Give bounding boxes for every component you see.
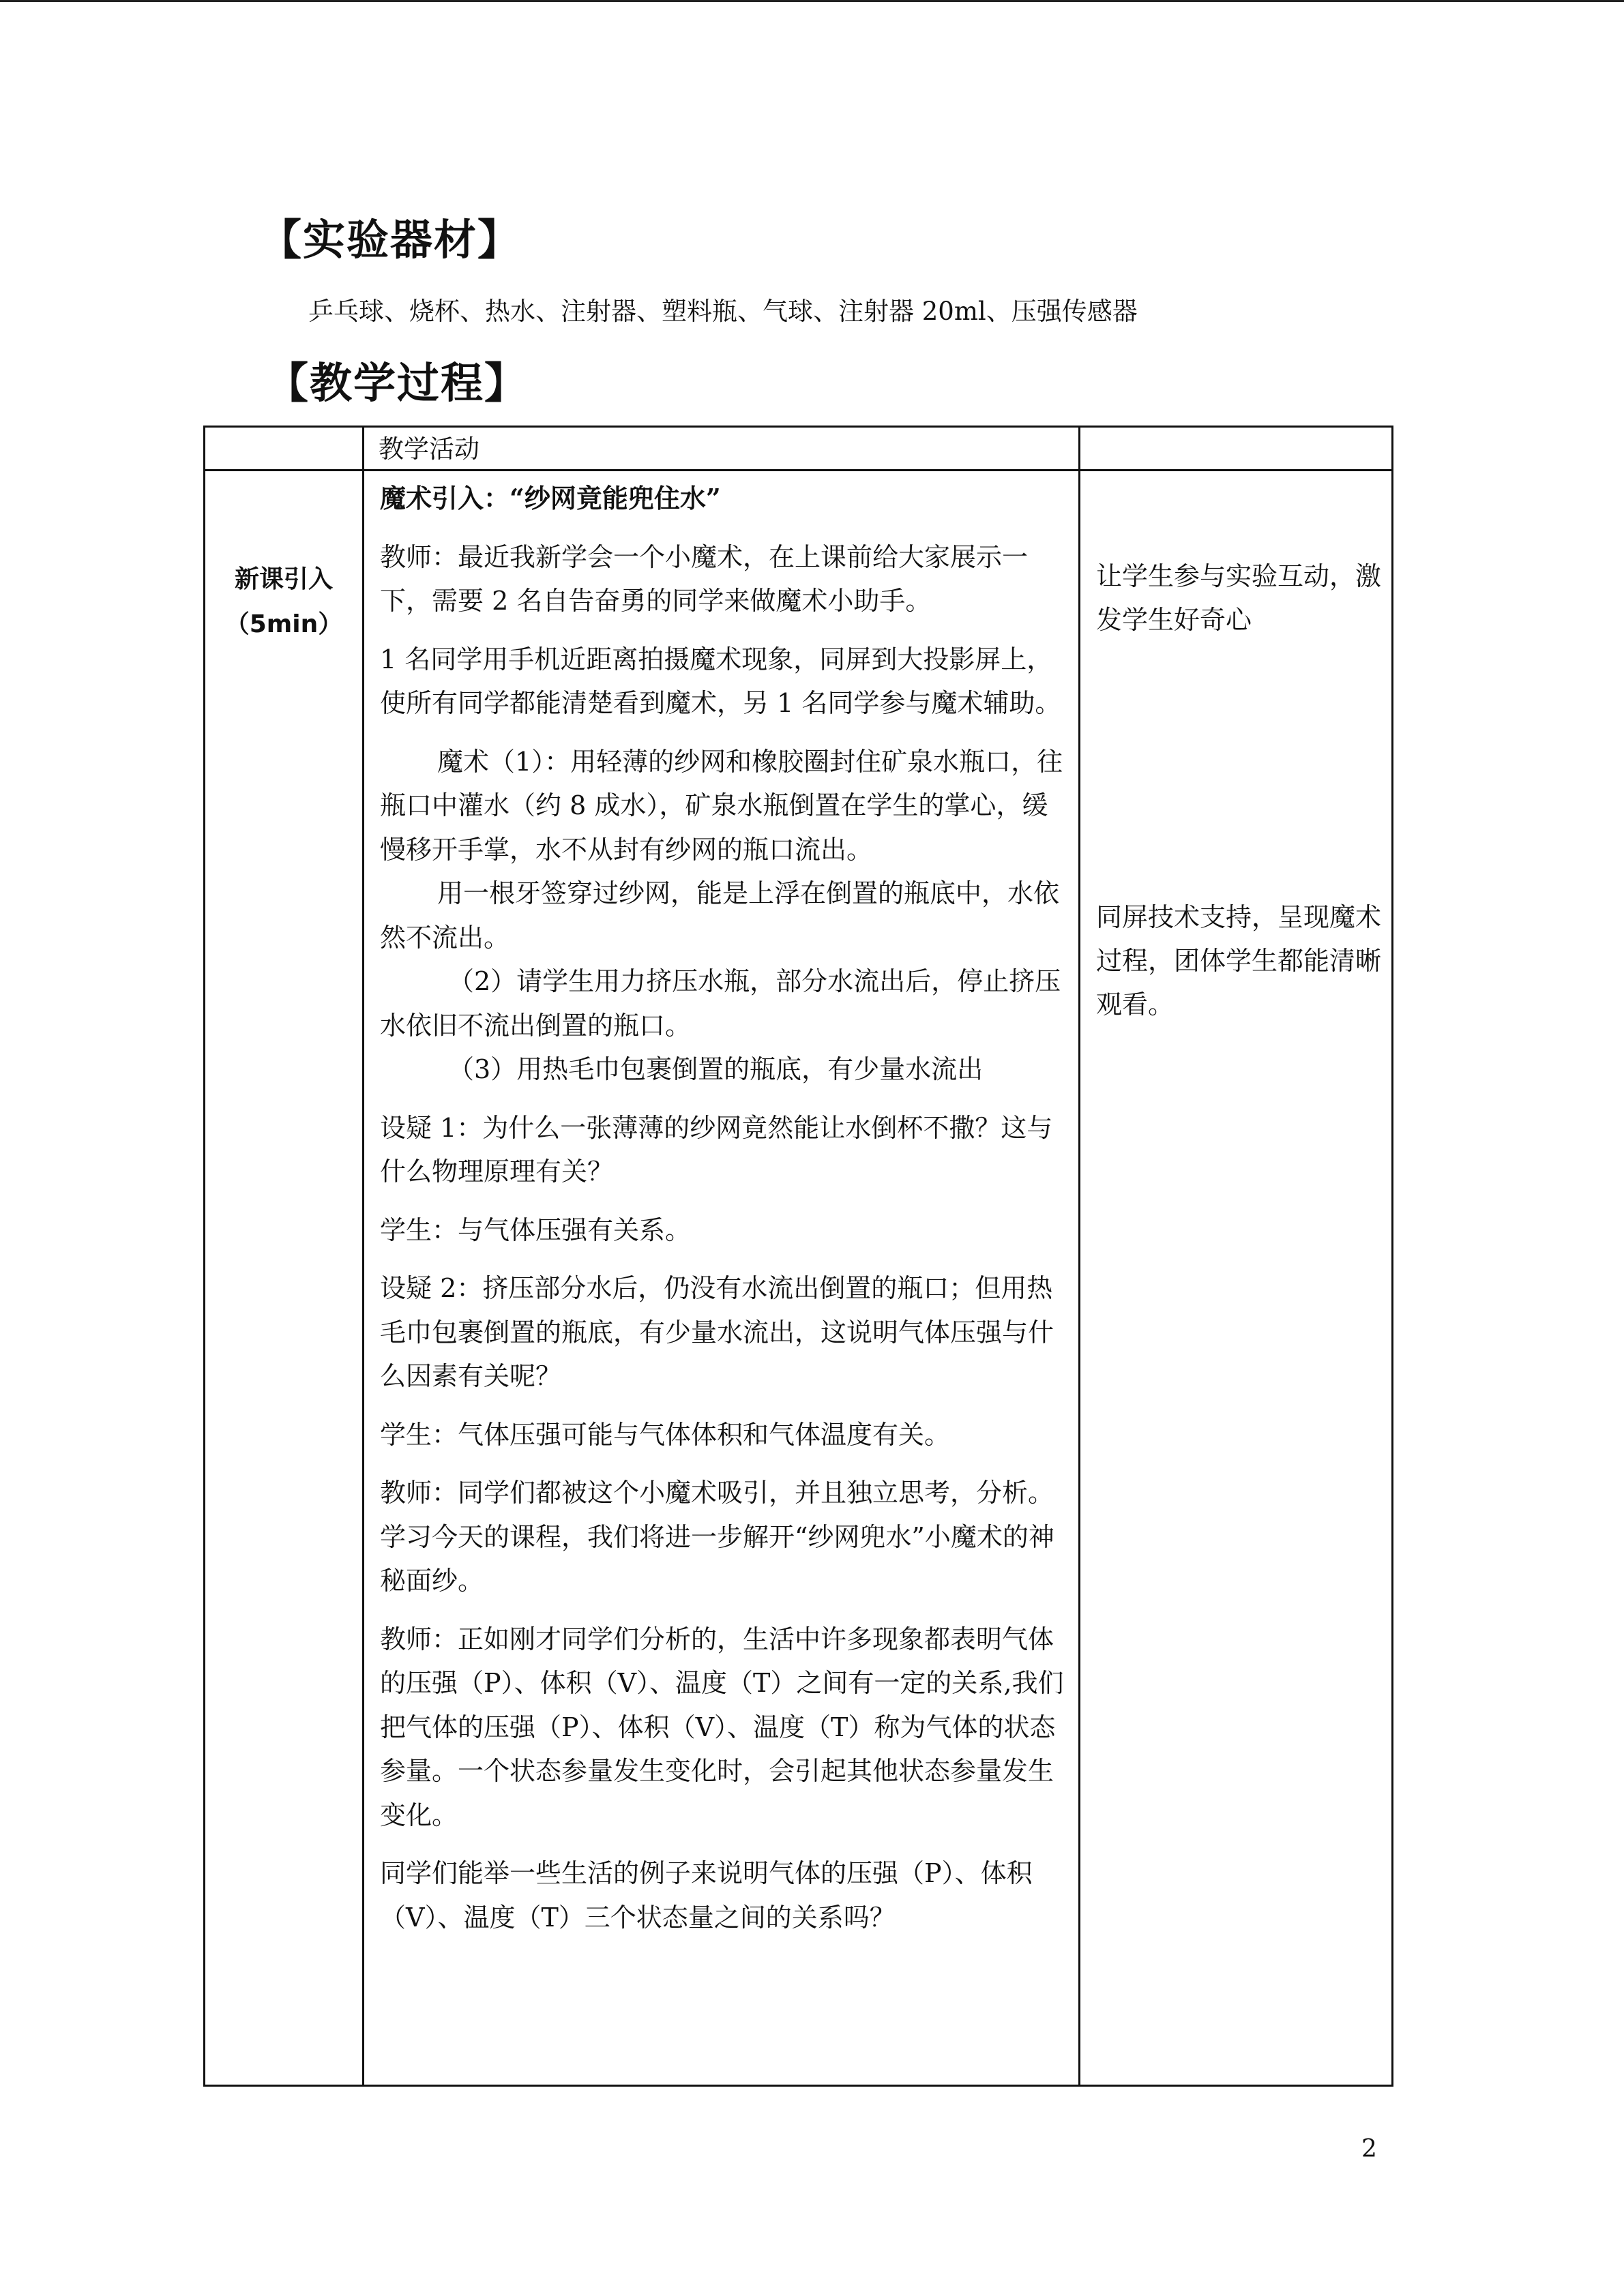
table-column-divider: [1078, 428, 1080, 2085]
materials-list: 乒乓球、烧杯、热水、注射器、塑料瓶、气球、注射器 20ml、压强传感器: [308, 297, 1138, 326]
activity-paragraph: 教师：最近我新学会一个小魔术，在上课前给大家展示一下，需要 2 名自告奋勇的同学来做魔术小助手。: [380, 541, 1029, 616]
stage-cell: [205, 557, 362, 647]
activity-paragraph: 用一根牙签穿过纱网，能是上浮在倒置的瓶底中，水依然不流出。: [380, 878, 1060, 953]
stage-name: 新课引入: [234, 565, 333, 593]
table-header-divider: [205, 469, 1391, 471]
table-column-divider: [362, 428, 364, 2085]
activity-paragraph: 学生：气体压强可能与气体体积和气体温度有关。: [380, 1419, 951, 1450]
activity-paragraph: 教师：正如刚才同学们分析的，生活中许多现象都表明气体的压强（P）、体积（V）、温度（T）之间有一定的关系,我们把气体的压强（P）、体积（V）、温度（T）称为气体的状态参量。一个状态参量发生变化时，会引起其他状态参量发生变化。: [380, 1624, 1064, 1830]
stage-time: （5min）: [224, 610, 343, 638]
activity-paragraph: 设疑 2：挤压部分水后，仍没有水流出倒置的瓶口；但用热毛巾包裹倒置的瓶底，有少量水流出，这说明气体压强与什么因素有关呢？: [380, 1273, 1054, 1391]
process-heading: 【教学过程】: [266, 358, 529, 408]
materials-heading: 【实验器材】: [259, 215, 522, 265]
page-number: 2: [1361, 2135, 1377, 2163]
activity-paragraph: （3）用热毛巾包裹倒置的瓶底，有少量水流出: [448, 1054, 984, 1084]
activity-paragraph: 教师：同学们都被这个小魔术吸引，并且独立思考，分析。学习今天的课程，我们将进一步解开“纱网兜水”小魔术的神秘面纱。: [380, 1478, 1054, 1596]
top-border-rule: [0, 0, 1624, 2]
activity-paragraph: 魔术（1）：用轻薄的纱网和橡胶圈封住矿泉水瓶口，往瓶口中灌水（约 8 成水），矿泉水瓶倒置在学生的掌心，缓慢移开手掌，水不从封有纱网的瓶口流出。: [380, 746, 1063, 865]
lesson-process-table: [203, 426, 1393, 2087]
activity-paragraph: 1 名同学用手机近距离拍摄魔术现象，同屏到大投影屏上，使所有同学都能清楚看到魔术，另 1 名同学参与魔术辅助。: [380, 644, 1061, 718]
activity-paragraph: （2）请学生用力挤压水瓶，部分水流出后，停止挤压水依旧不流出倒置的瓶口。: [380, 966, 1061, 1041]
activity-paragraph: 同学们能举一些生活的例子来说明气体的压强（P）、体积（V）、温度（T）三个状态量之间的关系吗？: [380, 1858, 1033, 1933]
activity-paragraph: 设疑 1：为什么一张薄薄的纱网竟然能让水倒杯不撒？这与什么物理原理有关？: [380, 1112, 1053, 1187]
design-note: 让学生参与实验互动，激发学生好奇心: [1096, 561, 1382, 635]
activity-title: 魔术引入：“纱网竟能兜住水”: [380, 483, 721, 513]
activity-cell: [380, 477, 1069, 1939]
activity-paragraph: 学生：与气体压强有关系。: [380, 1214, 692, 1245]
table-header-activity: 教学活动: [379, 434, 479, 464]
design-note: 同屏技术支持，呈现魔术过程，团体学生都能清晰观看。: [1096, 902, 1382, 1019]
